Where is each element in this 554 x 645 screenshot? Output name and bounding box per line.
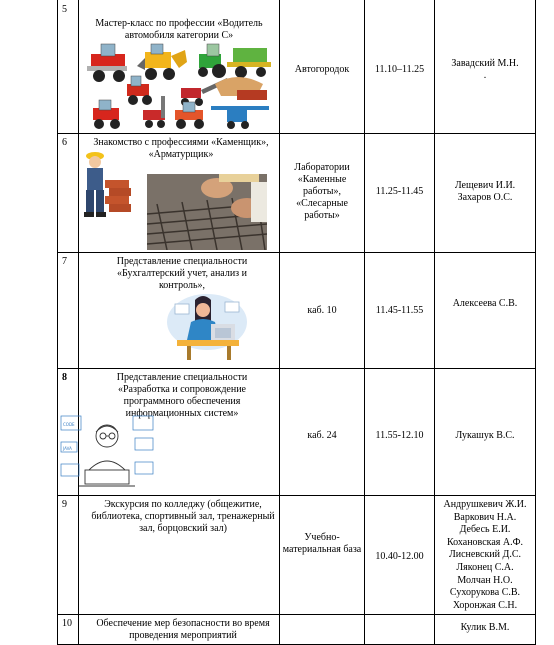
- row-divider-9-10: [57, 614, 536, 615]
- bricklayer-illustration: [79, 152, 131, 220]
- row-responsible: [435, 58, 535, 82]
- row-title: Обеспечение мер безопасности во время проведения мероприятий: [96, 618, 270, 641]
- person-name: Лукашук В.С.: [455, 430, 515, 441]
- row-title: Экскурсия по колледжу (общежитие, библиотека, спортивный зал, тренажерный зал, борцовский зал): [91, 499, 275, 534]
- row-place: каб. 10: [307, 305, 337, 316]
- row-divider-5-6: [57, 133, 536, 134]
- table-border-right: [535, 0, 536, 645]
- person-name: Молчан Н.О.: [457, 574, 513, 586]
- machinery-collage: [87, 40, 273, 130]
- row-responsible: [435, 430, 535, 442]
- person-name: Варкович Н.А.: [453, 511, 517, 523]
- row-time: 11.10–11.25: [374, 64, 425, 75]
- accountant-illustration: [165, 292, 249, 362]
- person-name: .: [483, 70, 487, 81]
- table-col-divider-1: [78, 0, 79, 645]
- row-responsible: [435, 298, 535, 310]
- table-border-left: [57, 0, 58, 645]
- row-place: Автогородок: [294, 64, 350, 75]
- person-name: Ляконец С.А.: [456, 561, 514, 573]
- row-time: 11.45-11.55: [375, 305, 424, 316]
- row-time: 11.55-12.10: [375, 430, 424, 441]
- person-name: Завадский М.Н.: [451, 58, 519, 69]
- person-name: Алексеева С.В.: [452, 298, 518, 309]
- svg-text:CODE: CODE: [63, 422, 75, 427]
- svg-text:JAVA: JAVA: [63, 446, 72, 451]
- row-title: Знакомство с профессиями «Каменщик», «Арматурщик»: [93, 137, 269, 160]
- row-number: 9: [62, 499, 67, 510]
- row-place: Учебно-материальная база: [282, 532, 362, 555]
- row-number: 6: [62, 137, 67, 148]
- programmer-sketch-illustration: [59, 414, 155, 492]
- row-number: 10: [62, 618, 72, 629]
- person-name: Лещевич И.И.: [454, 180, 516, 191]
- row-place: каб. 24: [307, 430, 337, 441]
- row-divider-8-9: [57, 495, 536, 496]
- row-title: Представление специальности «Бухгалтерский учет, анализ и контроль»,: [116, 256, 248, 291]
- person-name: Сухорукова С.В.: [449, 587, 521, 599]
- person-name: Захаров О.С.: [457, 192, 513, 203]
- row-number: 8: [62, 372, 67, 383]
- row-title: Мастер-класс по профессии «Водитель автомобиля категории С»: [95, 18, 263, 41]
- person-name: Хоронжая С.Н.: [452, 599, 518, 611]
- row-title: Представление специальности «Разработка и сопровождение программного обеспечения информационных систем»: [116, 372, 248, 419]
- row-number: 7: [62, 256, 67, 267]
- table-col-divider-3: [364, 0, 365, 645]
- row-number: 5: [62, 4, 67, 15]
- row-time: 11.25-11.45: [375, 186, 424, 197]
- person-name: Андрушкевич Ж.И.: [443, 499, 527, 510]
- person-name: Кулик В.М.: [460, 622, 510, 633]
- row-divider-7-8: [57, 368, 536, 369]
- row-responsible: [435, 499, 535, 612]
- row-divider-6-7: [57, 252, 536, 253]
- row-time: 10.40-12.00: [375, 551, 424, 562]
- person-name: Дебесь Е.И.: [459, 524, 511, 536]
- person-name: Кохановская А.Ф.: [446, 536, 524, 548]
- schedule-table: [57, 0, 536, 645]
- row-responsible: [435, 180, 535, 204]
- row-responsible: [435, 622, 535, 634]
- person-name: Лисневский Д.С.: [448, 549, 522, 561]
- row-place: Лаборатории «Каменные работы», «Слесарные работы»: [294, 162, 350, 221]
- rebar-worker-photo: [147, 174, 267, 250]
